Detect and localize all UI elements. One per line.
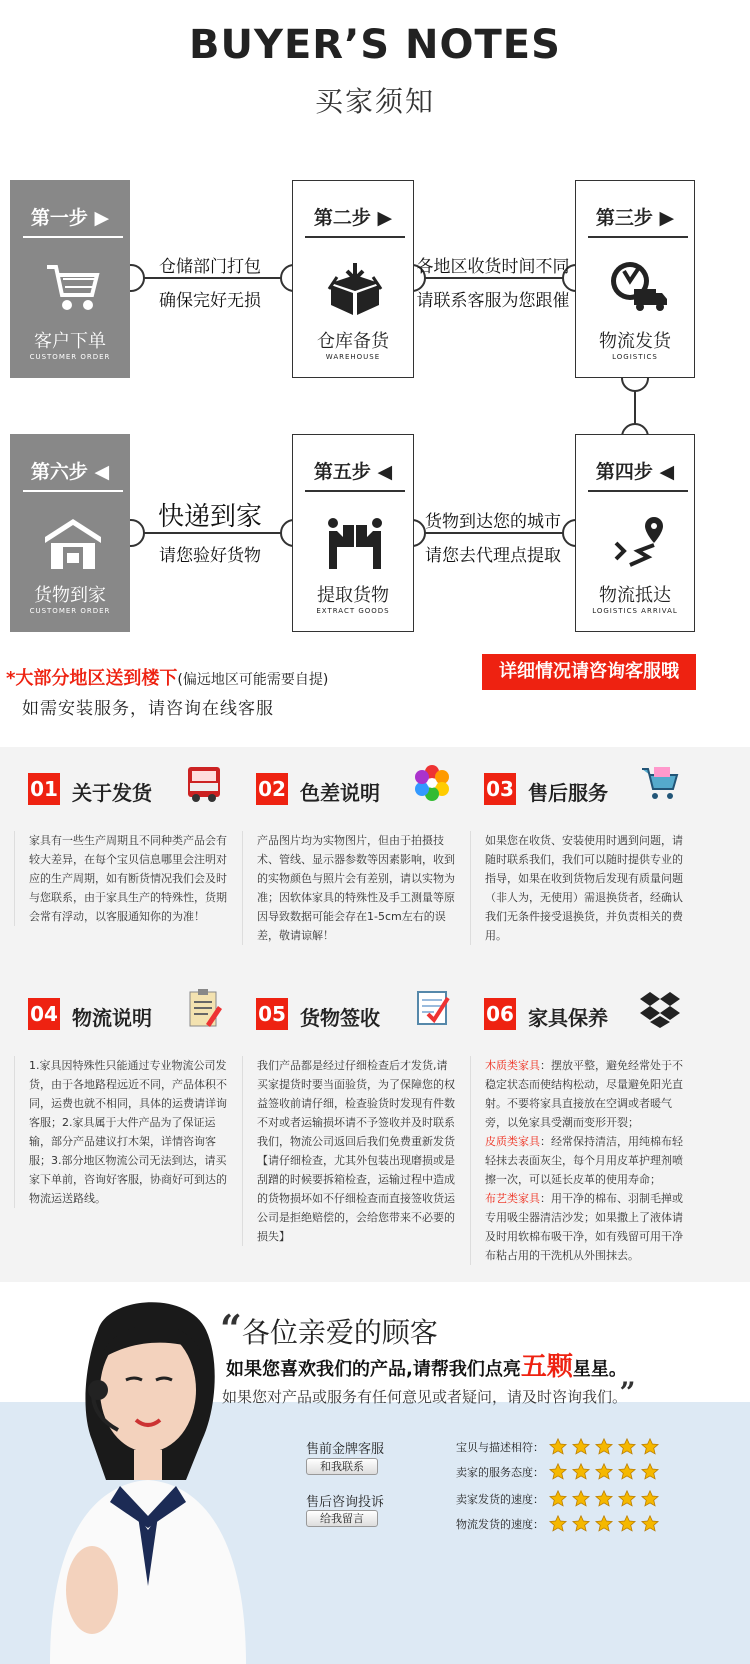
step-cn: 提取货物	[317, 585, 389, 606]
star-icon	[572, 1438, 590, 1456]
rating-label: 物流发货的速度：	[456, 1518, 544, 1531]
step-label-text: 第一步	[30, 207, 88, 229]
clipboard-icon	[184, 988, 224, 1028]
step-label	[293, 457, 413, 484]
step-cn: 物流发货	[599, 331, 671, 352]
greeting-title-text: 各位亲爱的顾客	[241, 1316, 438, 1349]
care-text: ：用干净的棉布、羽制毛掸或专用吸尘器清洁沙发；如果撒上了液体请及时用软棉布吸干净，如有残留可用干净布粘占用的干洗机从外围抹去。	[485, 1192, 683, 1262]
star-icon	[549, 1490, 567, 1508]
step-3-card	[575, 180, 695, 378]
rating-stars	[549, 1436, 664, 1455]
rating-label: 卖家发货的速度：	[456, 1493, 544, 1506]
info-title: 售后服务	[528, 781, 608, 805]
info-title: 关于发货	[72, 781, 152, 805]
care-keyword: 皮质类家具	[485, 1135, 540, 1148]
connector-text: 请联系客服为您跟催	[416, 291, 570, 311]
divider	[588, 490, 688, 492]
leave-message-button[interactable]: 给我留言	[306, 1510, 378, 1527]
step-label	[293, 203, 413, 230]
step-4-card	[575, 434, 695, 632]
connector-text: 各地区收货时间不同	[416, 257, 570, 277]
rating-stars	[549, 1513, 664, 1532]
care-text: ：经常保持清洁，用纯棉布轻轻抹去表面灰尘，每个月用皮革护理剂喷擦一次，可以延长皮革的使用寿命；	[485, 1135, 683, 1186]
info-number: 04	[28, 998, 60, 1030]
arrow-right-icon: ▶	[377, 207, 393, 229]
step-en: EXTRACT GOODS	[316, 607, 390, 615]
connector-text: 快递到家	[157, 502, 262, 532]
step-2-card	[292, 180, 414, 378]
delivery-truck-icon	[184, 763, 224, 803]
step-label-text: 第二步	[313, 207, 371, 229]
rating-row	[456, 1513, 664, 1533]
rating-stars	[549, 1461, 664, 1480]
page-title: BUYER’S NOTES	[189, 22, 561, 68]
step-label-text: 第三步	[595, 207, 653, 229]
star-icon	[549, 1463, 567, 1481]
aftersale-label: 售后咨询投诉	[306, 1495, 385, 1510]
dropbox-icon	[640, 988, 680, 1028]
info-number: 02	[256, 773, 288, 805]
care-keyword: 木质类家具	[485, 1059, 540, 1072]
connector-text: 请您验好货物	[159, 546, 261, 566]
care-text: ：摆放平整，避免经常处于不稳定状态而使结构松动，尽量避免阳光直射。不要将家具直接放在空调或者暖气旁，以免家具受潮而变形开裂；	[485, 1059, 683, 1129]
star-icon	[595, 1438, 613, 1456]
arrow-right-icon: ▶	[659, 207, 675, 229]
star-request-highlight: 五颗	[520, 1352, 573, 1382]
rating-row	[456, 1488, 664, 1508]
open-quote-icon: “	[220, 1306, 242, 1351]
star-icon	[595, 1463, 613, 1481]
connector-line	[412, 532, 576, 534]
feedback-note-text: 如果您对产品或服务有任何意见或者疑问，请及时咨询我们。	[222, 1388, 620, 1406]
delivery-note-red: 大部分地区送到楼下	[15, 668, 178, 689]
info-body: 产品图片均为实物图片，但由于拍摄技术、管线、显示器参数等因素影响，收到的实物颜色与照片会有差别，请以实物为准；因软体家具的特殊性及手工测量等原因导致数据可能会存在1-5cm左右的误差，敬请谅解！	[242, 831, 458, 945]
carry-box-icon	[325, 513, 385, 573]
info-body: 家具有一些生产周期且不同种类产品会有较大差异，在每个宝贝信息哪里会注明对应的生产周期，如有断货情况我们会及时与您联系，由于家具生产的特殊性，货期会常有浮动，以客服通知你的为准！	[14, 831, 230, 926]
star-icon	[572, 1463, 590, 1481]
asterisk: *	[6, 668, 16, 689]
step-cn: 仓库备货	[317, 331, 389, 352]
star-icon	[618, 1463, 636, 1481]
star-icon	[641, 1463, 659, 1481]
step-label	[576, 457, 694, 484]
info-body: 1.家具因特殊性只能通过专业物流公司发货，由于各地路程远近不同，产品体积不同，运费也就不相同，具体的运费请详询客服；2.家具属于大件产品为了保证运输，部分产品建议打木架，详情咨询客服；3.部分地区物流公司无法到达，请买家下单前，咨询好客服，协商好可到达的物流运送路线。	[14, 1056, 230, 1208]
presale-label: 售前金牌客服	[306, 1442, 385, 1457]
step-label-text: 第六步	[30, 461, 88, 483]
info-number: 05	[256, 998, 288, 1030]
step-en: WAREHOUSE	[325, 353, 381, 361]
star-icon	[595, 1490, 613, 1508]
star-icon	[549, 1438, 567, 1456]
info-number: 03	[484, 773, 516, 805]
info-title: 家具保养	[528, 1006, 608, 1030]
rating-row	[456, 1461, 664, 1481]
connector-text: 货物到达您的城市	[425, 512, 561, 532]
divider	[588, 236, 688, 238]
cart-icon	[43, 259, 103, 319]
color-wheel-icon	[412, 763, 452, 803]
star-icon	[595, 1515, 613, 1533]
info-title: 物流说明	[72, 1006, 152, 1030]
connector-text: 仓储部门打包	[159, 257, 261, 277]
delivery-note	[6, 664, 328, 690]
checklist-icon	[412, 988, 452, 1028]
consult-service-button[interactable]: 详细情况请咨询客服哦	[482, 654, 696, 690]
star-icon	[618, 1438, 636, 1456]
step-en: LOGISTICS ARRIVAL	[592, 607, 678, 615]
star-icon	[549, 1515, 567, 1533]
page-subtitle: 买家须知	[314, 85, 435, 118]
info-body: 如果您在收货、安装使用时遇到问题，请随时联系我们，我们可以随时提供专业的指导，如果在收到货物后发现有质量问题（非人为，无使用）需退换货者，经确认我们无条件接受退换货，并负责相关的费用。	[470, 831, 686, 945]
route-pin-icon	[608, 513, 668, 573]
rating-label: 卖家的服务态度：	[456, 1466, 544, 1479]
star-icon	[572, 1515, 590, 1533]
feedback-note	[222, 1376, 636, 1409]
divider	[305, 490, 405, 492]
divider	[305, 236, 405, 238]
step-label	[576, 203, 694, 230]
step-en: CUSTOMER ORDER	[29, 353, 111, 361]
care-keyword: 布艺类家具	[485, 1192, 540, 1205]
step-5-card	[292, 434, 414, 632]
step-cn: 货物到家	[34, 585, 106, 606]
info-body	[470, 1056, 686, 1265]
step-6-card	[10, 434, 130, 632]
truck-icon	[608, 259, 668, 319]
install-note: 如需安装服务，请咨询在线客服	[22, 699, 274, 719]
rating-label: 宝贝与描述相符：	[456, 1441, 544, 1454]
step-cn: 客户下单	[34, 331, 106, 352]
info-number: 01	[28, 773, 60, 805]
star-request-pre: 如果您喜欢我们的产品,请帮我们点亮	[226, 1359, 521, 1380]
shopping-cart-icon	[640, 763, 680, 803]
arrow-right-icon: ▶	[94, 207, 110, 229]
connector-text: 确保完好无损	[159, 291, 261, 311]
star-icon	[618, 1515, 636, 1533]
star-icon	[618, 1490, 636, 1508]
arrow-left-icon: ◀	[659, 461, 675, 483]
arrow-left-icon: ◀	[377, 461, 393, 483]
step-1-card	[10, 180, 130, 378]
star-icon	[641, 1490, 659, 1508]
arrow-left-icon: ◀	[94, 461, 110, 483]
delivery-note-paren: (偏远地区可能需要自提)	[177, 672, 329, 688]
rating-row	[456, 1436, 664, 1456]
step-label	[11, 457, 129, 484]
connector-line	[130, 277, 294, 279]
step-en: LOGISTICS	[612, 353, 658, 361]
close-quote-icon: ”	[619, 1376, 636, 1409]
star-request-post: 星星。	[572, 1359, 627, 1380]
step-label-text: 第四步	[595, 461, 653, 483]
connector-text: 请您去代理点提取	[425, 546, 561, 566]
house-icon	[43, 513, 103, 573]
rating-stars	[549, 1488, 664, 1507]
box-icon	[325, 259, 385, 319]
info-title: 色差说明	[300, 781, 380, 805]
star-icon	[641, 1438, 659, 1456]
info-number: 06	[484, 998, 516, 1030]
divider	[23, 490, 123, 492]
step-label-text: 第五步	[313, 461, 371, 483]
greeting-title	[220, 1306, 438, 1351]
step-label	[11, 203, 129, 230]
info-title: 货物签收	[300, 1006, 380, 1030]
step-en: CUSTOMER ORDER	[29, 607, 111, 615]
info-body: 我们产品都是经过仔细检查后才发货,请买家提货时要当面验货，为了保障您的权益签收前请仔细，检查验货时发现有件数不对或者运输损坏请不予签收并及时联系我们，物流公司返回后我们免费重新发货【请仔细检查，尤其外包装出现磨损或是刮蹭的时候要拆箱检查，运输过程中造成的货物损坏如不仔细检查而直接签收货运公司是拒绝赔偿的，会给您带来不必要的损失】	[242, 1056, 458, 1246]
star-icon	[641, 1515, 659, 1533]
divider	[23, 236, 123, 238]
connector-line	[412, 277, 576, 279]
contact-me-button[interactable]: 和我联系	[306, 1458, 378, 1475]
step-cn: 物流抵达	[599, 585, 671, 606]
star-icon	[572, 1490, 590, 1508]
